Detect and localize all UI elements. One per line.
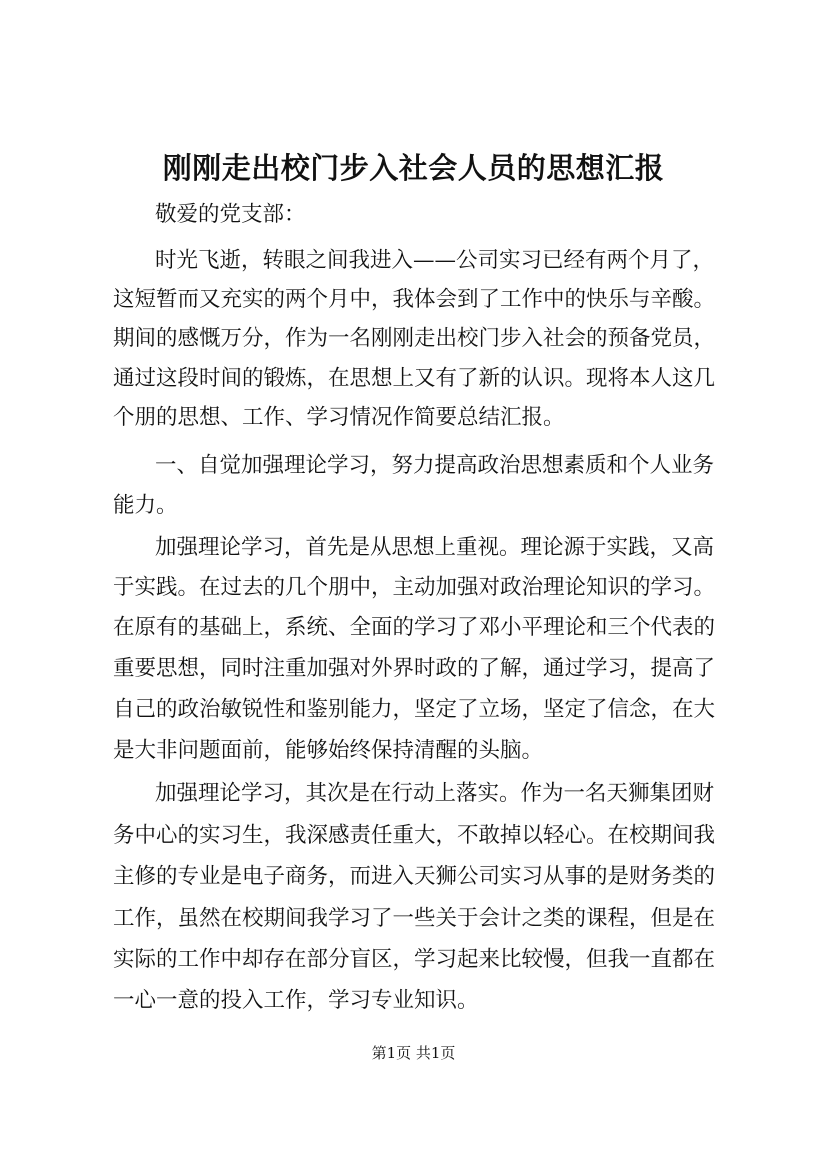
document-title: 刚刚走出校门步入社会人员的思想汇报: [162, 151, 665, 185]
salutation: 敬爱的党支部：: [155, 202, 306, 227]
text-line-18: 实际的工作中却存在部分盲区，学习起来比较慢，但我一直都在: [113, 947, 716, 972]
text-line-3: 期间的感慨万分，作为一名刚刚走出校门步入社会的预备党员，: [113, 326, 716, 351]
text-line-11: 重要思想，同时注重加强对外界时政的了解，通过学习，提高了: [113, 656, 716, 681]
text-line-14: 加强理论学习，其次是在行动上落实。作为一名天狮集团财: [155, 781, 715, 806]
text-line-5: 个朋的思想、工作、学习情况作简要总结汇报。: [113, 405, 565, 430]
text-line-19: 一心一意的投入工作，学习专业知识。: [113, 988, 479, 1013]
page-footer: 第1页 共1页: [371, 1044, 456, 1062]
text-line-12: 自己的政治敏锐性和鉴别能力，坚定了立场，坚定了信念，在大: [113, 697, 716, 722]
text-line-2: 这短暂而又充实的两个月中，我体会到了工作中的快乐与辛酸。: [113, 287, 716, 312]
text-line-8: 加强理论学习，首先是从思想上重视。理论源于实践，又高: [155, 535, 715, 560]
section-heading-line-2: 能力。: [113, 493, 178, 518]
text-line-17: 工作，虽然在校期间我学习了一些关于会计之类的课程，但是在: [113, 906, 716, 931]
text-line-9: 于实践。在过去的几个朋中，主动加强对政治理论知识的学习。: [113, 575, 716, 600]
text-line-13: 是大非问题面前，能够始终保持清醒的头脑。: [113, 738, 544, 763]
text-line-1: 时光飞逝，转眼之间我进入——公司实习已经有两个月了，: [155, 248, 715, 273]
text-line-4: 通过这段时间的锻炼，在思想上又有了新的认识。现将本人这几: [113, 366, 716, 391]
text-line-16: 主修的专业是电子商务，而进入天狮公司实习从事的是财务类的: [113, 864, 716, 889]
section-heading-line-1: 一、自觉加强理论学习，努力提高政治思想素质和个人业务: [155, 453, 715, 478]
text-line-15: 务中心的实习生，我深感责任重大，不敢掉以轻心。在校期间我: [113, 823, 716, 848]
text-line-10: 在原有的基础上，系统、全面的学习了邓小平理论和三个代表的: [113, 615, 716, 640]
